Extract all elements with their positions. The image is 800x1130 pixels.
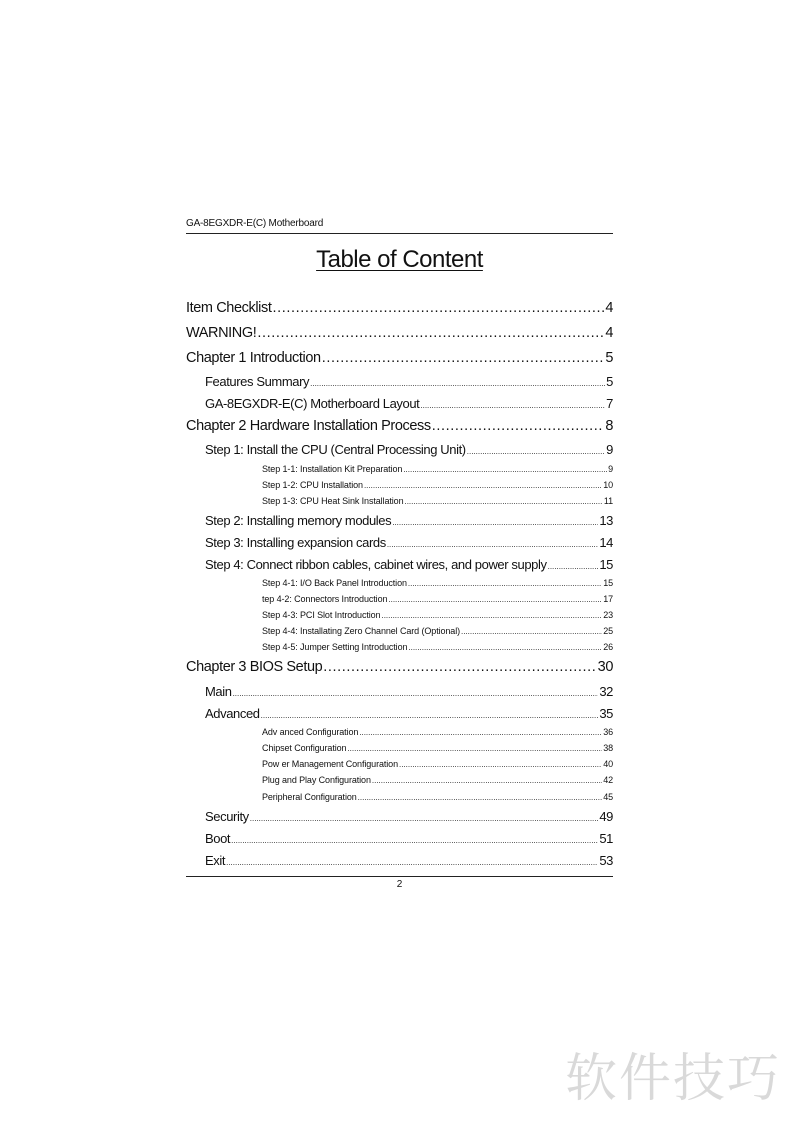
toc-entry-motherboard-layout[interactable] (205, 396, 613, 411)
toc-leader (388, 595, 602, 604)
toc-label: Step 2: Installing memory modules (205, 513, 392, 528)
toc-label: Step 4-1: I/O Back Panel Introduction (262, 578, 407, 588)
toc-label: Features Summary (205, 374, 310, 389)
toc-label: Step 1-1: Installation Kit Preparation (262, 464, 403, 474)
toc-entry-step-1[interactable] (205, 442, 613, 457)
toc-label: Step 1: Install the CPU (Central Processing Unit) (205, 442, 466, 457)
toc-page: 36 (603, 727, 613, 737)
toc-leader (392, 518, 598, 527)
header-rule (186, 233, 613, 234)
toc-entry-plug-and-play[interactable] (262, 775, 613, 785)
toc-label: Plug and Play Configuration (262, 775, 371, 785)
toc-label: Pow er Management Configuration (262, 759, 398, 769)
toc-leader (399, 760, 602, 769)
toc-leader (387, 540, 599, 549)
footer-rule (186, 876, 613, 877)
toc-label: Step 4-4: Installating Zero Channel Card (Optional) (262, 626, 461, 636)
toc-leader (359, 728, 602, 737)
toc-label: Chapter 2 Hardware Installation Process (186, 418, 431, 434)
toc-page: 13 (599, 513, 613, 528)
toc-entry-boot[interactable] (205, 831, 613, 846)
toc-label: GA-8EGXDR-E(C) Motherboard Layout (205, 396, 420, 411)
toc-page: 10 (603, 480, 613, 490)
toc-page: 26 (603, 642, 613, 652)
toc-leader (372, 776, 602, 785)
toc-entry-step-4-5[interactable] (262, 642, 613, 652)
toc-entry-peripheral-configuration[interactable] (262, 792, 613, 802)
toc-page: 4 (605, 300, 613, 316)
toc-leader (403, 465, 607, 474)
toc-page: 38 (603, 743, 613, 753)
toc-entry-features-summary[interactable] (205, 374, 613, 389)
toc-leader (461, 627, 602, 636)
toc-entry-step-4-4[interactable] (262, 626, 613, 636)
toc-leader (381, 611, 602, 620)
toc-leader (548, 562, 599, 571)
toc-entry-step-4-1[interactable] (262, 578, 613, 588)
toc-entry-power-management[interactable] (262, 759, 613, 769)
toc-page: 9 (606, 442, 613, 457)
toc-entry-main[interactable] (205, 684, 613, 699)
toc-entry-chapter-3[interactable] (186, 659, 613, 675)
toc-leader (250, 814, 599, 823)
toc-page: 42 (603, 775, 613, 785)
toc-entry-exit[interactable] (205, 853, 613, 868)
toc-leader (432, 418, 605, 434)
toc-page: 15 (599, 557, 613, 572)
toc-entry-advanced[interactable] (205, 706, 613, 721)
toc-leader (226, 858, 598, 867)
toc-leader (257, 325, 604, 341)
toc-page: 17 (603, 594, 613, 604)
toc-entry-step-1-2[interactable] (262, 480, 613, 490)
toc-page: 8 (605, 418, 613, 434)
toc-leader (364, 481, 602, 490)
toc-entry-chapter-2[interactable] (186, 418, 613, 434)
toc-label: Adv anced Configuration (262, 727, 359, 737)
toc-page: 5 (606, 374, 613, 389)
toc-page: 49 (599, 809, 613, 824)
toc-entry-step-1-3[interactable] (262, 496, 613, 506)
toc-entry-advanced-configuration[interactable] (262, 727, 613, 737)
toc-leader (231, 836, 598, 845)
toc-label: Chipset Configuration (262, 743, 347, 753)
toc-label: Boot (205, 831, 231, 846)
toc-page: 30 (597, 659, 613, 675)
toc-leader (358, 793, 603, 802)
toc-label: Step 4-5: Jumper Setting Introduction (262, 642, 408, 652)
toc-leader (347, 744, 602, 753)
toc-page: 40 (603, 759, 613, 769)
toc-page: 15 (603, 578, 613, 588)
toc-label: WARNING! (186, 325, 257, 341)
toc-label: tep 4-2: Connectors Introduction (262, 594, 388, 604)
toc-leader (272, 300, 604, 316)
toc-label: Step 4: Connect ribbon cables, cabinet wires, and power supply (205, 557, 547, 572)
watermark: 软件技巧 (565, 1049, 782, 1109)
toc-entry-step-4-2[interactable] (262, 594, 613, 604)
toc-label: Step 4-3: PCI Slot Introduction (262, 610, 381, 620)
toc-page: 11 (603, 496, 613, 506)
toc-label: Step 1-3: CPU Heat Sink Installation (262, 496, 404, 506)
page-title (186, 246, 613, 274)
toc-leader (467, 447, 605, 456)
toc-label: Security (205, 809, 249, 824)
toc-page: 23 (603, 610, 613, 620)
toc-label: Chapter 1 Introduction (186, 350, 321, 366)
toc-page: 14 (599, 535, 613, 550)
toc-leader (233, 689, 599, 698)
toc-entry-chapter-1[interactable] (186, 350, 613, 366)
toc-leader (408, 643, 602, 652)
footer-page-number: 2 (396, 879, 403, 890)
toc-entry-item-checklist[interactable] (186, 300, 613, 316)
toc-page: 32 (599, 684, 613, 699)
toc-label: Exit (205, 853, 226, 868)
toc-leader (322, 350, 605, 366)
toc-label: Peripheral Configuration (262, 792, 357, 802)
toc-entry-step-4-3[interactable] (262, 610, 613, 620)
toc-label: Chapter 3 BIOS Setup (186, 659, 323, 675)
toc-page: 7 (606, 396, 613, 411)
toc-label: Step 3: Installing expansion cards (205, 535, 386, 550)
header-model: GA-8EGXDR-E(C) Motherboard (186, 218, 324, 229)
toc-page: 25 (603, 626, 613, 636)
toc-page: 9 (608, 464, 613, 474)
page-title-text: Table of Content (316, 246, 483, 273)
toc-page: 5 (605, 350, 613, 366)
toc-page: 51 (599, 831, 613, 846)
toc-leader (323, 659, 596, 675)
toc-page: 45 (603, 792, 613, 802)
toc-entry-warning[interactable] (186, 325, 613, 341)
toc-entry-security[interactable] (205, 809, 613, 824)
toc-page: 35 (599, 706, 613, 721)
toc-page: 53 (599, 853, 613, 868)
toc-label: Item Checklist (186, 300, 272, 316)
toc-label: Advanced (205, 706, 260, 721)
toc-page: 4 (605, 325, 613, 341)
toc-entry-step-2[interactable] (205, 513, 613, 528)
toc-entry-step-1-1[interactable] (262, 464, 613, 474)
toc-label: Main (205, 684, 232, 699)
toc-entry-chipset-configuration[interactable] (262, 743, 613, 753)
toc-leader (408, 579, 602, 588)
toc-label: Step 1-2: CPU Installation (262, 480, 363, 490)
toc-leader (404, 497, 602, 506)
toc-leader (310, 379, 605, 388)
toc-entry-step-3[interactable] (205, 535, 613, 550)
toc-leader (420, 401, 605, 410)
toc-leader (261, 711, 599, 720)
toc-entry-step-4[interactable] (205, 557, 613, 572)
